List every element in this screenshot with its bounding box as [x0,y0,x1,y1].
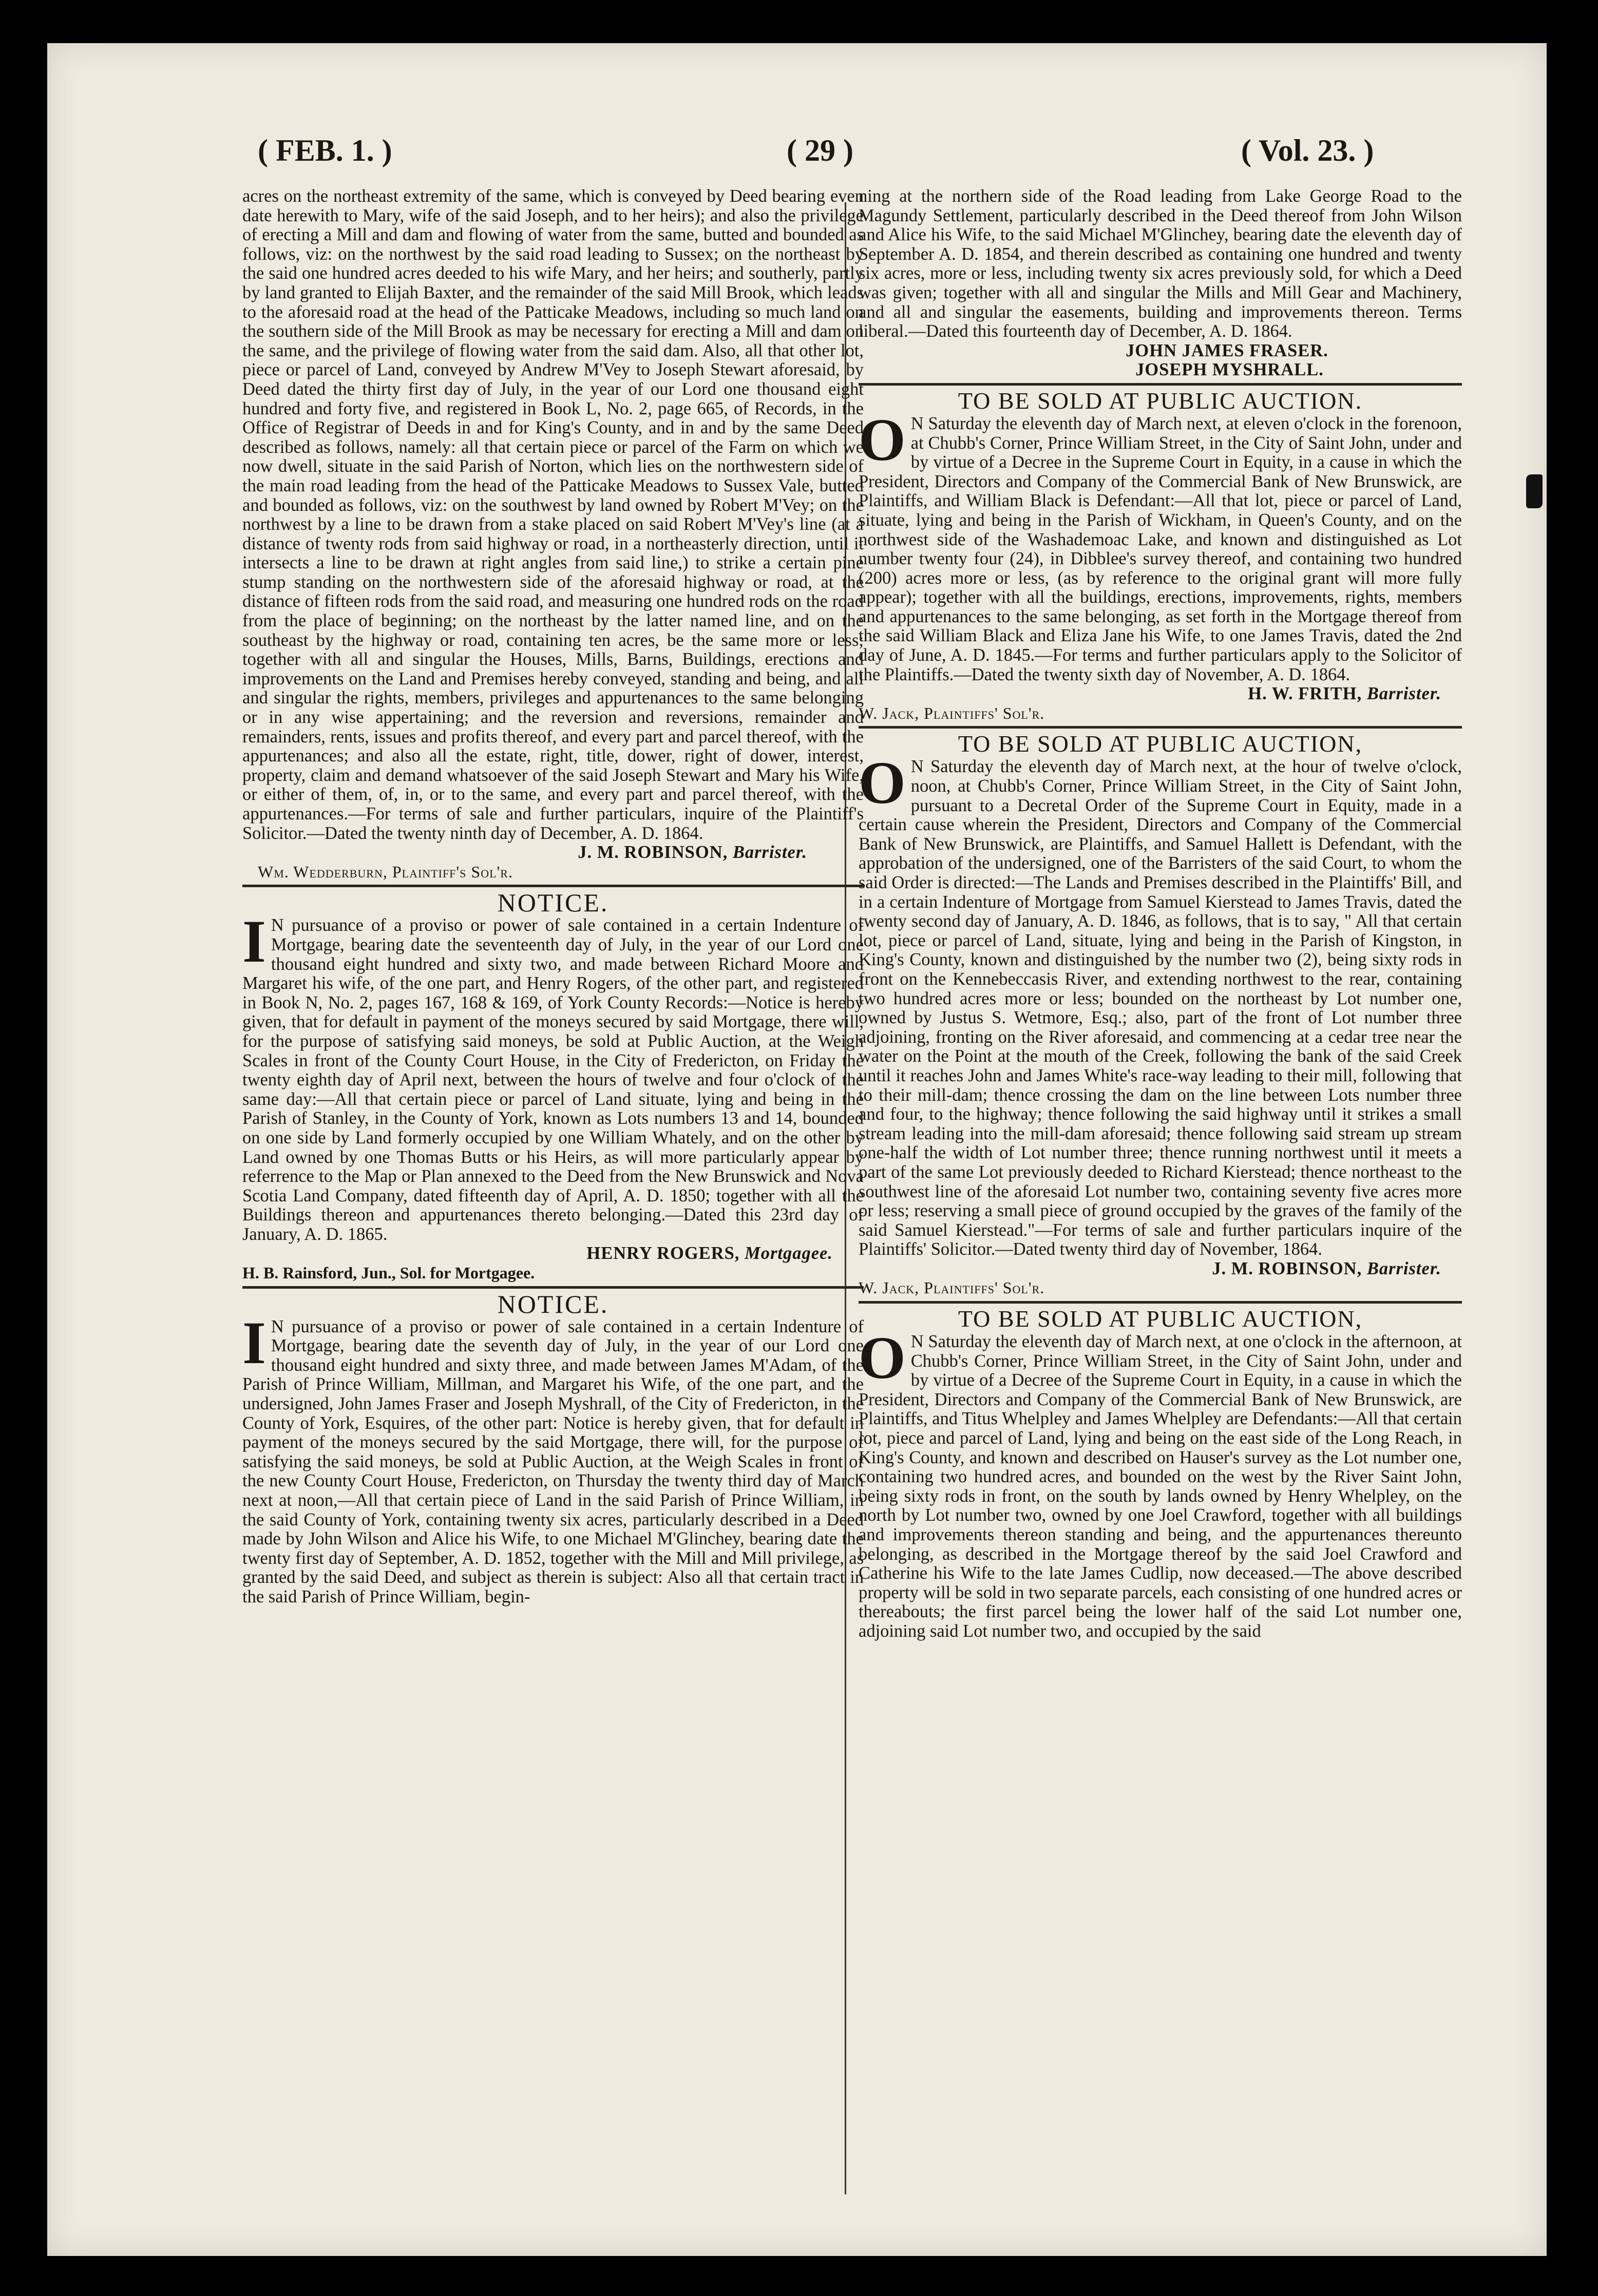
signature-rogers [242,1244,864,1264]
signature-title: Barrister. [1366,684,1441,704]
newspaper-page [47,43,1547,2256]
signature-robinson-2 [859,1259,1462,1279]
notice-heading: NOTICE. [497,1289,609,1318]
signature-name: J. M. ROBINSON, [1212,1258,1362,1278]
auction-body: N Saturday the eleventh day of March next, at eleven o'clock in the forenoon, at Chubb's Corner, Prince William Street, in the City of Saint John, under and by virtue of a Decree in the Supreme Court in Equity, in a cause in which the President, Directors and Company of the Commercial Bank of New Brunswick, are Plaintiffs, and William Black is Defendant:—All that lot, piece or parcel of Land, situate, lying and being in the Parish of Wickham, in Queen's County, and on the northwest side of the Washademoac Lake, and known and distinguished as Lot number twenty four (24), in Dibblee's survey thereof, and containing two hundred (200) acres more or less, (as by reference to the original grant will more fully appear); together with all the buildings, erections, improvements, rights, members and appurtenances to the same belonging, as set forth in the Mortgage thereof from the said William Black and Eliza Jane his Wife, to one James Travis, dated the 2nd day of June, A. D. 1845.—For terms and further particulars apply to the Solicitor of the Plaintiffs.—Dated the twenty sixth day of November, A. D. 1864. [859,413,1462,684]
signature-frith [859,684,1462,704]
notice-rogers [242,908,864,1244]
section-rule [859,726,1462,729]
drop-cap: O [859,406,906,473]
auction-body: N Saturday the eleventh day of March next, at the hour of twelve o'clock, noon, at Chubb's Corner, Prince William Street, in the City of Saint John, pursuant to a Decretal Order of the Supreme Court in Equity, made in a certain cause wherein the President, Directors and Company of the Commercial Bank of New Brunswick, are Plaintiffs, and Samuel Hallett is Defendant, with the approbation of the undersigned, one of the Barristers of the said Court, to whom the said Order is directed:—The Lands and Premises described in the Plaintiffs' Bill, and in a certain Indenture of Mortgage from Samuel Kierstead to James Travis, dated the twenty second day of January, A. D. 1846, as follows, that is to say, " All that certain lot, piece or parcel of Land, situate, lying and being in the Parish of Kingston, in King's County, known and distinguished by the number two (2), being sixty rods in front on the Kennebeccasis River, and extending northwest to the rear, containing two hundred acres more or less; bounded on the northeast by Lot number one, owned by Justus S. Wetmore, Esq.; also, part of the front of Lot number three adjoining, fronting on the River aforesaid, and commencing at a cedar tree near the water on the Point at the mouth of the Creek, following the bank of the said Creek until it reaches John and James White's race-way leading to their mill, following that to their mill-dam; thence crossing the dam on the line between Lots number three and four, to the highway; thence following the said highway until it strikes a small stream leading into the mill-dam aforesaid; thence following said stream up stream one-half the width of Lot number three; thence running northwest until it meets a part of the same Lot previously deeded to Richard Kierstead; thence northeast to the southwest line of the aforesaid Lot number two, containing seventy five acres more or less; reserving a small piece of ground occupied by the graves of the family of the said Samuel Kierstead."—For terms of sale and further particulars inquire of the Plaintiffs' Solicitor.—Dated twenty third day of November, 1864. [859,757,1462,1259]
volume-number: ( Vol. 23. ) [1241,133,1374,167]
solicitor-line: W. Jack, Plaintiffs' Sol'r. [859,703,1045,722]
auction-heading: TO BE SOLD AT PUBLIC AUCTION. [958,387,1363,414]
signature-name: J. M. ROBINSON, [578,843,728,863]
issue-date: ( FEB. 1. ) [258,133,392,167]
notice-heading: NOTICE. [497,888,609,917]
running-head [47,133,1547,174]
auction-black [859,406,1462,684]
signature-name: HENRY ROGERS, [586,1243,740,1264]
solicitor-line: Wm. Wedderburn, Plaintiff's Sol'r. [258,862,513,881]
auction-heading: TO BE SOLD AT PUBLIC AUCTION, [958,731,1363,757]
drop-cap: I [242,908,266,975]
auction-heading: TO BE SOLD AT PUBLIC AUCTION, [958,1306,1363,1332]
section-rule [859,1301,1462,1304]
signature-myshrall: JOSEPH MYSHRALL. [1135,360,1324,380]
solicitor-line: H. B. Rainsford, Jun., Sol. for Mortgagee. [242,1264,535,1283]
signature-robinson [242,843,864,863]
drop-cap: O [859,1324,906,1392]
solicitor-line: W. Jack, Plaintiffs' Sol'r. [859,1278,1045,1297]
right-column [859,187,1462,1641]
signature-name: H. W. FRITH, [1248,684,1362,704]
section-rule [859,383,1462,386]
page-number: ( 29 ) [787,133,853,167]
left-column [242,187,864,1607]
auction-hallett [859,749,1462,1259]
auction-body: N Saturday the eleventh day of March next, at one o'clock in the afternoon, at Chubb's Corner, Prince William Street, in the City of Saint John, under and by virtue of a Decree of the Supreme Court in Equity, in a cause in which the President, Directors and Company of the Commercial Bank of New Brunswick, are Plaintiffs, and Titus Whelpley and James Whelpley are Defendants:—All that certain lot, piece and parcel of Land, lying and being on the east side of the Long Reach, in King's County, and known and described on Hauser's survey as the Lot number one, containing two hundred acres, and bounded on the west by the River Saint John, being sixty rods in front, on the south by lands owned by Henry Whelpley, on the north by Lot number two, owned by one Joel Crawford, together with all buildings and improvements thereon standing and being, and the appurtenances thereunto belonging, as described in the Mortgage thereof by the said Joel Crawford and Catherine his Wife to the late James Cudlip, now deceased.—The above described property will be sold in two separate parcels, each consisting of one hundred acres or thereabouts; the first parcel being the lower half of the said Lot number one, adjoining said Lot number two, and occupied by the said [859,1332,1462,1641]
drop-cap: I [242,1309,266,1376]
signature-title: Barrister. [1366,1258,1441,1278]
continued-notice-text: acres on the northeast extremity of the same, which is conveyed by Deed bearing even date herewith to Mary, wife of the said Joseph, and to her heirs); and also the privilege of erecting a Mill and dam and flowing of water from the same, butted and bounded as follows, viz: on the northwest by the said road leading to Sussex; on the northeast by the said one hundred acres deeded to his wife Mary, and her heirs; and southerly, partly by land granted to Elijah Baxter, and the remainder of the said Mill Brook, which leads to the aforesaid road at the head of the Patticake Meadows, including so much land on the southern side of the Mill Brook as may be necessary for erecting a Mill and dam on the same, and the privilege of flowing water from the said dam. Also, all that other lot, piece or parcel of Land, conveyed by Andrew M'Vey to Joseph Stewart aforesaid, by Deed dated the thirty first day of July, in the year of our Lord one thousand eight hundred and forty five, and registered in Book L, No. 2, page 665, of Records, in the Office of Registrar of Deeds in and for King's County, and in and by the same Deed described as follows, namely: all that certain piece or parcel of the Farm on which we now dwell, situate in the said Parish of Norton, which lies on the northwestern side of the main road leading from the head of the Patticake Meadows to Sussex Vale, butted and bounded as follows, viz: on the southwest by land owned by Robert M'Vey; on the northwest by a line to be drawn from a stake placed on said Robert M'Vey's line (at a distance of twenty rods from said highway or road, in a northeasterly direction, until it intersects a line to be drawn at right angles from said line,) to strike a certain pine stump standing on the northwestern side of the aforesaid highway or road, at the distance of fifteen rods from the said road, and measuring one hundred rods on the road from the place of beginning; on the northeast by the latter named line, and on the southeast by the highway or road, containing ten acres, be the same more or less; together with all and singular the Houses, Mills, Barns, Buildings, erections and improvements on the Land and Premises hereby conveyed, standing and being, and all and singular the rights, members, privileges and appurtenances to the same belonging or in any wise appertaining; and the reversion and reversions, remainder and remainders, rents, issues and profits thereof, and every part and parcel thereof, with the appurtenances; and also all the estate, right, title, dower, right of dower, interest, property, claim and demand whatsoever of the said Joseph Stewart and Mary his Wife, or either of them, of, in, or to the same, and every part and parcel thereof, with the appurtenances.—For terms of sale and further particulars, inquire of the Plaintiff's Solicitor.—Dated the twenty ninth day of December, A. D. 1864. [242,186,864,843]
section-rule [242,885,864,887]
notice-body: N pursuance of a proviso or power of sale contained in a certain Indenture of Mortgage, bearing date the seventeenth day of July, in the year of our Lord one thousand eight hundred and sixty two, and made between Richard Moore and Margaret his wife, of the one part, and Henry Rogers, of the other part, and registered in Book N, No. 2, pages 167, 168 & 169, of York County Records:—Notice is hereby given, that for default in payment of the moneys secured by said Mortgage, there will, for the purpose of satisfying said moneys, be sold at Public Auction, at the Weigh Scales in front of the County Court House, in the City of Fredericton, on Friday the twenty eighth day of April next, between the hours of twelve and four o'clock of the same day:—All that certain piece or parcel of Land situate, lying and being in the Parish of Stanley, in the County of York, known as Lots numbers 13 and 14, bounded on one side by Land formerly occupied by one William Whately, and on the other by Land owned by one Thomas Butts or his Heirs, as will more particularly appear by referrence to the Map or Plan annexed to the Deed from the New Brunswick and Nova Scotia Land Company, dated fifteenth day of April, A. D. 1850; together with all the Buildings thereon and appurtenances thereto belonging.—Dated this 23rd day of January, A. D. 1865. [242,915,864,1244]
auction-whelpley [859,1324,1462,1641]
signature-title: Mortgagee. [745,1243,833,1264]
signature-fraser: JOHN JAMES FRASER. [1126,340,1328,360]
notice-fraser [242,1309,864,1607]
signature-title: Barrister. [732,843,807,863]
section-rule [242,1286,864,1289]
ink-blot [1526,474,1543,508]
drop-cap: O [859,749,906,817]
notice-body: N pursuance of a proviso or power of sale contained in a certain Indenture of Mortgage, bearing date the seventh day of July, in the year of our Lord one thousand eight hundred and sixty three, and made between James M'Adam, of the Parish of Prince William, Millman, and Margaret his Wife, of the one part, and the undersigned, John James Fraser and Joseph Myshrall, of the City of Fredericton, in the County of York, Esquires, of the other part: Notice is hereby given, that for default in payment of the moneys secured by the said Mortgage, there will, for the purpose of satisfying the said moneys, be sold at Public Auction, at the Weigh Scales in front of the new County Court House, Fredericton, on Thursday the twenty third day of March next at noon,—All that certain piece of Land in the said Parish of Prince William, in the said County of York, containing twenty six acres, particularly described in a Deed made by John Wilson and Alice his Wife, to one Michael M'Glinchey, bearing date the twenty first day of September, A. D. 1852, together with the Mill and Mill privilege, as granted by the said Deed, and subject as therein is subject: Also all that certain tract in the said Parish of Prince William, begin- [242,1316,864,1606]
continued-notice-text: ning at the northern side of the Road leading from Lake George Road to the Magundy Settlement, particularly described in the Deed thereof from John Wilson and Alice his Wife, to the said Michael M'Glinchey, bearing date the eleventh day of September A. D. 1854, and therein described as containing one hundred and twenty six acres, more or less, including twenty six acres previously sold, for which a Deed was given; together with all and singular the Mills and Mill Gear and Machinery, and all and singular the easements, building and improvements thereon. Terms liberal.—Dated this fourteenth day of December, A. D. 1864. [859,186,1462,341]
